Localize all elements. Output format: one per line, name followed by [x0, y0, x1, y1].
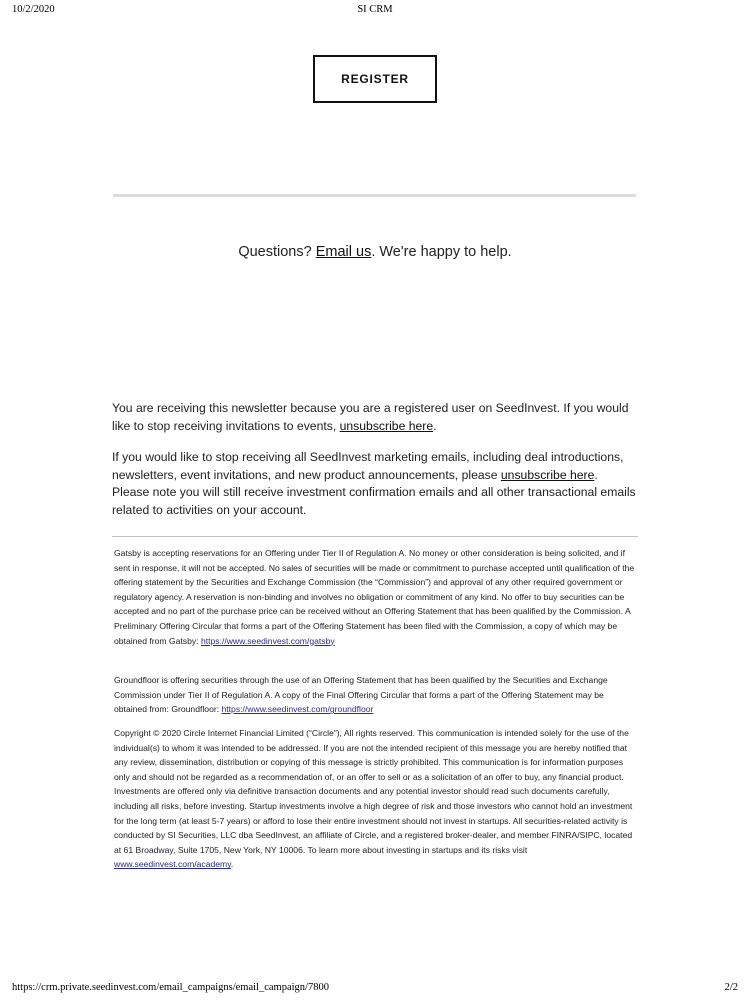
- newsletter-p1-text: You are receiving this newsletter because you are a registered user on SeedInvest. If you would like to stop receiving invitations to events,: [112, 401, 629, 433]
- print-date: 10/2/2020: [12, 4, 55, 15]
- legal-groundfloor: [114, 673, 636, 717]
- legal-copyright: [114, 726, 636, 872]
- print-title: SI CRM: [357, 4, 393, 15]
- register-button[interactable]: REGISTER: [313, 55, 437, 103]
- questions-line: [0, 244, 750, 260]
- newsletter-p2-text: If you would like to stop receiving all SeedInvest marketing emails, including deal introductions, newsletters, event invitations, and new product announcements, please: [112, 450, 624, 482]
- print-header: [0, 4, 750, 18]
- print-url: https://crm.private.seedinvest.com/email_campaigns/email_campaign/7800: [12, 982, 329, 993]
- questions-suffix: . We're happy to help.: [371, 244, 512, 260]
- legal-divider: [112, 536, 638, 537]
- legal-groundfloor-text: Groundfloor is offering securities through the use of an Offering Statement that has been qualified by the Securities and Exchange Commission under Tier II of Regulation A. A copy of the Final Offering Circular that forms a part of the Offering Statement may be obtained from: Groundfloor:: [114, 675, 608, 715]
- legal-copyright-end: .: [230, 859, 234, 870]
- email-us-link[interactable]: Email us: [315, 244, 372, 260]
- questions-prefix: Questions?: [238, 244, 316, 260]
- print-page-number: 2/2: [724, 982, 738, 993]
- newsletter-paragraph-events: [112, 400, 637, 435]
- newsletter-paragraph-all: [112, 449, 637, 519]
- section-divider: [113, 194, 636, 197]
- print-footer: [0, 982, 750, 996]
- newsletter-p1-end: .: [433, 418, 437, 433]
- unsubscribe-events-link[interactable]: unsubscribe here: [339, 418, 434, 433]
- legal-gatsby: [114, 546, 636, 648]
- academy-link[interactable]: www.seedinvest.com/academy: [114, 859, 231, 870]
- newsletter-p2-end: . Please note you will still receive investment confirmation emails and all other transactional emails related to activities on your account.: [112, 467, 636, 517]
- unsubscribe-all-link[interactable]: unsubscribe here: [500, 467, 595, 482]
- gatsby-link[interactable]: https://www.seedinvest.com/gatsby: [200, 635, 335, 646]
- register-container: [0, 55, 750, 103]
- groundfloor-link[interactable]: https://www.seedinvest.com/groundfloor: [221, 704, 374, 715]
- legal-copyright-text: Copyright © 2020 Circle Internet Financial Limited (“Circle”), All rights reserved. This communication is intended solely for the use of the individual(s) to whom it was intended to be addressed. If you are not the intended recipient of this message you are hereby notified that any review, dissemination, distribution or copying of this message is strictly prohibited. This communication is for information purposes only and should not be regarded as a recommendation of, or an offer to sell or as a solicitation of an offer to buy, any financial product. Investments are offered only via definitive transaction documents and any potential investor should read such documents carefully, including all risks, before investing. Startup investments involve a high degree of risk and those investors who cannot hold an investment for the long term (at least 5-7 years) or afford to lose their entire investment should not invest in startups. All securities-related activity is conducted by SI Securities, LLC dba SeedInvest, an affiliate of Circle, and a registered broker-dealer, and member FINRA/SIPC, located at 61 Broadway, Suite 1705, New York, NY 10006. To learn more about investing in startups and its risks visit: [114, 728, 633, 855]
- legal-gatsby-text: Gatsby is accepting reservations for an Offering under Tier II of Regulation A. No money or other consideration is being solicited, and if sent in response, it will not be accepted. No sales of securities will be made or commitment to purchase accepted until qualification of the offering statement by the Securities and Exchange Commission (the “Commission”) and approval of any other required government or regulatory agency. A reservation is non-binding and involves no obligation or commitment of any kind. No offer to buy securities can be accepted and no part of the purchase price can be received without an Offering Statement that has been qualified by the Commission. A Preliminary Offering Circular that forms a part of the Offering Statement has been filed with the Commission, a copy of which may be obtained from Gatsby:: [114, 548, 635, 646]
